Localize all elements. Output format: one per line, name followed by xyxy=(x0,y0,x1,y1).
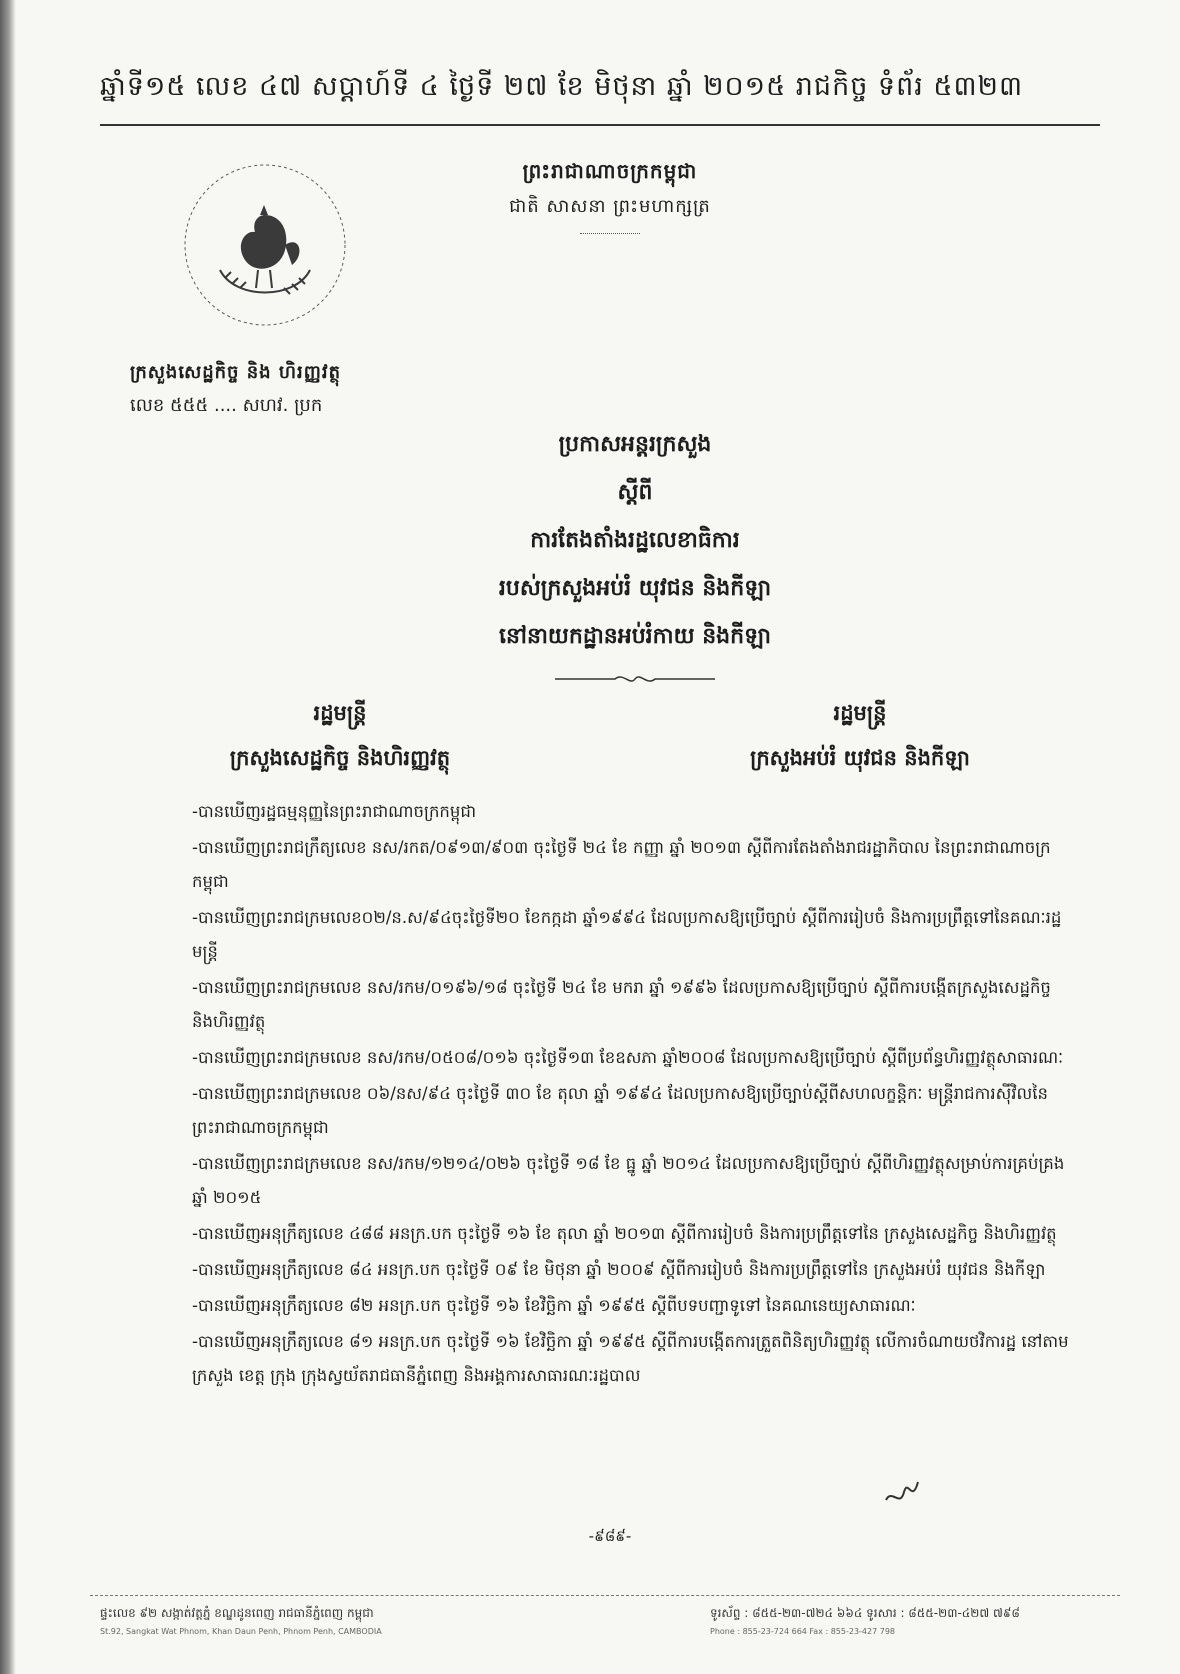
clause-item: -បានឃើញអនុក្រឹត្យលេខ ៨១ អនក្រ.បក ចុះថ្ងៃទី ១៦ ខែវិច្ឆិកា ឆ្នាំ ១៩៩៥ ស្តីពីការបង្កើតការត្រួតពិនិត្យហិរញ្ញវត្ថុ លើការចំណាយថវិការដ្ឋ នៅតាមក្រសួង ខេត្ត ក្រុង ក្រុងស្វយ័តរាជធានីភ្នំពេញ និងអង្គការសាធារណៈរដ្ឋបាល xyxy=(192,1332,1069,1385)
footer-contact xyxy=(710,1605,1120,1636)
signatory-right-ministry: ក្រសួងអប់រំ យុវជន និងកីឡា xyxy=(750,746,970,770)
clause-item: -បានឃើញព្រះរាជក្រឹត្យលេខ នស/រកត/០៩១៣/៩០៣ ចុះថ្ងៃទី ២៤ ខែ កញ្ញា ឆ្នាំ ២០១៣ ស្តីពីការតែងតាំងរាជរដ្ឋាភិបាល នៃព្រះរាជាណាចក្រកម្ពុជា xyxy=(192,838,1051,891)
motto-ornament xyxy=(580,233,640,234)
gazette-header: ឆ្នាំទី១៥ លេខ ៤៧ សប្តាហ៍ទី ៤ ថ្ងៃទី ២៧ ខែ មិថុនា ឆ្នាំ ២០១៥ រាជកិច្ច ទំព័រ ៥៣២៣ xyxy=(100,71,1024,102)
phone-khmer: ទូរស័ព្ទ : ៨៥៥-២៣-៧២៤ ៦៦៤ ទូរសារ : ៨៥៥-២៣-៤២៧ ៧៩៨ xyxy=(710,1606,1020,1620)
title-line-5: នៅនាយកដ្ឋានអប់រំកាយ និងកីឡា xyxy=(499,624,771,649)
clause-item: -បានឃើញអនុក្រឹត្យលេខ ៤៨៨ អនក្រ.បក ចុះថ្ងៃទី ១៦ ខែ តុលា ឆ្នាំ ២០១៣ ស្តីពីការរៀបចំ និងការប្រព្រឹត្តទៅនៃ ក្រសួងសេដ្ឋកិច្ច និងហិរញ្ញវត្ថុ xyxy=(192,1224,1057,1243)
phone-english: Phone : 855-23-724 664 Fax : 855-23-427 798 xyxy=(710,1627,895,1636)
address-khmer: ផ្ទះលេខ ៩២ សង្កាត់វត្តភ្នំ ខណ្ឌដូនពេញ រាជធានីភ្នំពេញ កម្ពុជា xyxy=(100,1606,374,1620)
issuer-ministry: ក្រសួងសេដ្ឋកិច្ច និង ហិរញ្ញវត្ថុ xyxy=(130,362,341,383)
signatory-left-role: រដ្ឋមន្ត្រី xyxy=(313,701,367,725)
nation-religion-king: ជាតិ សាសនា ព្រះមហាក្សត្រ xyxy=(509,196,711,217)
signatory-right xyxy=(690,700,1030,776)
ref-suffix: សហវ. xyxy=(242,395,289,416)
title-flourish-ornament xyxy=(555,670,715,688)
footer-address xyxy=(100,1605,540,1636)
page-number: -៩៨៩- xyxy=(588,1527,632,1545)
address-english: St.92, Sangkat Wat Phnom, Khan Daun Penh, Phnom Penh, CAMBODIA xyxy=(100,1627,382,1636)
reference-number: លេខ ៥៥៥ .... សហវ. ប្រក xyxy=(130,395,323,416)
ministry-seal xyxy=(180,160,350,330)
signatory-left xyxy=(170,700,510,776)
proclamation-title xyxy=(390,430,880,692)
legal-basis-list xyxy=(192,795,1072,1395)
ref-initials: ប្រក xyxy=(294,395,323,416)
ref-prefix: លេខ xyxy=(130,395,165,416)
clause-item: -បានឃើញព្រះរាជក្រមលេខ នស/រកម/១២១៤/០២៦ ចុះថ្ងៃទី ១៨ ខែ ធ្នូ ឆ្នាំ ២០១៤ ដែលប្រកាសឱ្យប្រើច្បាប់ ស្តីពីហិរញ្ញវត្ថុសម្រាប់ការគ្រប់គ្រងឆ្នាំ ២០១៥ xyxy=(192,1154,1065,1207)
signatory-left-ministry: ក្រសួងសេដ្ឋកិច្ច និងហិរញ្ញវត្ថុ xyxy=(229,746,451,770)
header-rule xyxy=(100,124,1100,126)
clause-item: -បានឃើញរដ្ឋធម្មនុញ្ញនៃព្រះរាជាណាចក្រកម្ពុជា xyxy=(192,802,477,821)
title-line-2: ស្តីពី xyxy=(617,480,653,505)
ref-number: ៥៥៥ xyxy=(170,395,209,416)
handwritten-initials-icon xyxy=(878,1470,928,1514)
title-line-3: ការតែងតាំងរដ្ឋលេខាធិការ xyxy=(530,528,740,553)
clause-item: -បានឃើញអនុក្រឹត្យលេខ ៨៤ អនក្រ.បក ចុះថ្ងៃទី ០៩ ខែ មិថុនា ឆ្នាំ ២០០៩ ស្តីពីការរៀបចំ និងការប្រព្រឹត្តទៅនៃ ក្រសួងអប់រំ យុវជន និងកីឡា xyxy=(192,1260,1046,1279)
kingdom-motto xyxy=(460,158,760,234)
issuer-block xyxy=(130,360,450,420)
title-line-1: ប្រកាសអន្តរក្រសួង xyxy=(558,432,712,457)
clause-item: -បានឃើញព្រះរាជក្រមលេខ ០៦/នស/៩៤ ចុះថ្ងៃទី ៣០ ខែ តុលា ឆ្នាំ ១៩៩៤ ដែលប្រកាសឱ្យប្រើច្បាប់ស្តីពីសហលក្ខន្តិកៈ មន្ត្រីរាជការស៊ីវិលនៃព្រះរាជាណាចក្រកម្ពុជា xyxy=(192,1084,1048,1137)
scan-edge-shadow xyxy=(0,0,16,1674)
title-line-4: របស់ក្រសួងអប់រំ យុវជន និងកីឡា xyxy=(498,576,772,601)
clause-item: -បានឃើញអនុក្រឹត្យលេខ ៨២ អនក្រ.បក ចុះថ្ងៃទី ១៦ ខែវិច្ឆិកា ឆ្នាំ ១៩៩៥ ស្តីពីបទបញ្ជាទូទៅ នៃគណនេយ្យសាធារណៈ xyxy=(192,1296,916,1315)
signatory-right-role: រដ្ឋមន្ត្រី xyxy=(833,701,887,725)
rooster-emblem-seal-icon xyxy=(180,160,350,330)
kingdom-title: ព្រះរាជាណាចក្រកម្ពុជា xyxy=(522,159,698,183)
footer-rule xyxy=(90,1595,1120,1596)
clause-item: -បានឃើញព្រះរាជក្រមលេខ នស/រកម/០១៩៦/១៨ ចុះថ្ងៃទី ២៤ ខែ មករា ឆ្នាំ ១៩៩៦ ដែលប្រកាសឱ្យប្រើច្បាប់ ស្តីពីការបង្កើតក្រសួងសេដ្ឋកិច្ច និងហិរញ្ញវត្ថុ xyxy=(192,978,1051,1031)
clause-item: -បានឃើញព្រះរាជក្រមលេខ នស/រកម/០៥០៨/០១៦ ចុះថ្ងៃទី១៣ ខែឧសភា ឆ្នាំ២០០៨ ដែលប្រកាសឱ្យប្រើច្បាប់ ស្តីពីប្រព័ន្ធហិរញ្ញវត្ថុសាធារណៈ xyxy=(192,1048,1064,1067)
clause-item: -បានឃើញព្រះរាជក្រមលេខ០២/ន.ស/៩៤ចុះថ្ងៃទី២០ ខែកក្កដា ឆ្នាំ១៩៩៤ ដែលប្រកាសឱ្យប្រើច្បាប់ ស្តីពីការរៀបចំ និងការប្រព្រឹត្តទៅនៃគណៈរដ្ឋមន្ត្រី xyxy=(192,908,1062,961)
